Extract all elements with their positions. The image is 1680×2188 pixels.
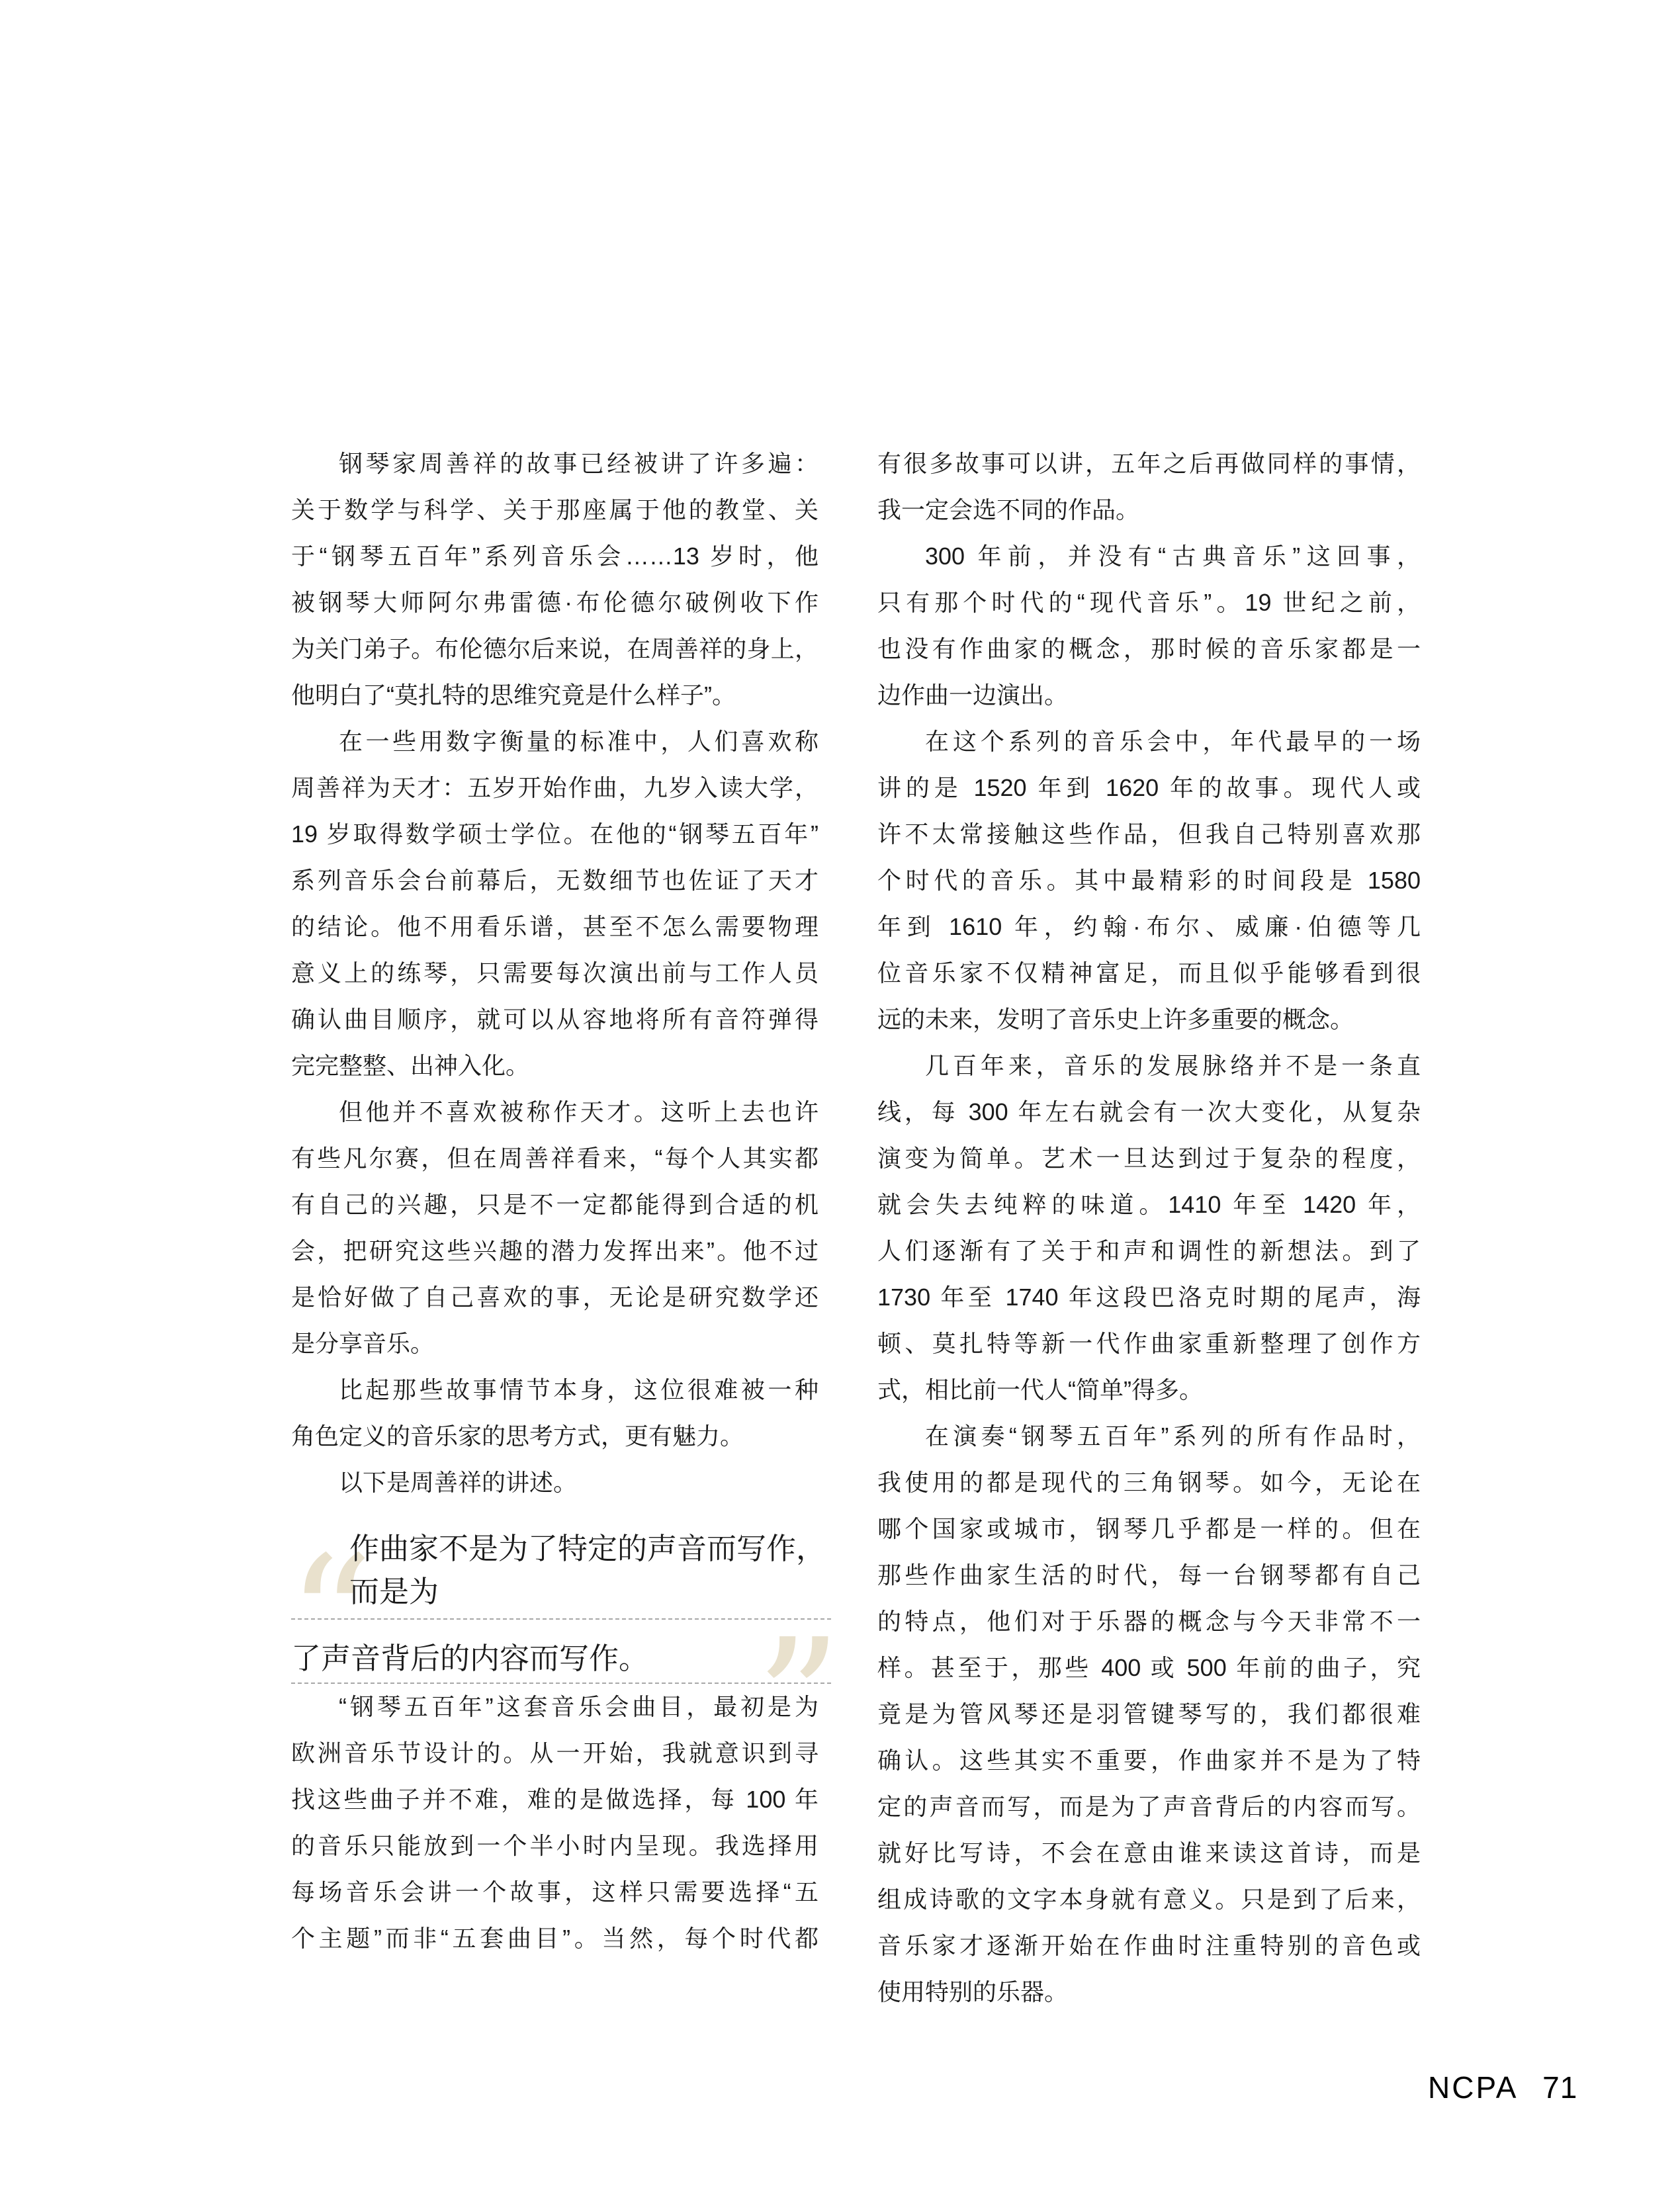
text-line: 他明白了“莫扎特的思维究竟是什么样子”。	[291, 681, 736, 709]
paragraph	[291, 441, 818, 719]
text-line: 钢琴家周善祥的故事已经被讲了许多遍：	[339, 450, 818, 477]
text-line: 线，每 300 年左右就会有一次大变化，从复杂	[877, 1098, 1421, 1125]
paragraph	[877, 441, 1421, 533]
text-line: 也没有作曲家的概念，那时候的音乐家都是一	[877, 635, 1421, 662]
page-footer	[1428, 2070, 1577, 2105]
text-line: 300 年前，并没有“古典音乐”这回事，	[925, 543, 1421, 570]
text-line: 许不太常接触这些作品，但我自己特别喜欢那	[877, 820, 1421, 848]
text-line: 式，相比前一代人“简单”得多。	[877, 1376, 1203, 1403]
text-line: 关于数学与科学、关于那座属于他的教堂、关	[291, 496, 818, 523]
text-line: 就会失去纯粹的味道。1410 年至 1420 年，	[877, 1191, 1421, 1218]
text-line: 为关门弟子。布伦德尔后来说，在周善祥的身上，	[291, 635, 818, 662]
text-line: “钢琴五百年”这套音乐会曲目，最初是为	[339, 1693, 818, 1720]
open-quote-icon: “	[287, 1520, 374, 1717]
text-line: 顿、莫扎特等新一代作曲家重新整理了创作方	[877, 1330, 1421, 1357]
text-line: 是恰好做了自己喜欢的事，无论是研究数学还	[291, 1284, 818, 1311]
text-line: 的结论。他不用看乐谱，甚至不怎么需要物理	[291, 913, 818, 940]
text-line: 讲的是 1520 年到 1620 年的故事。现代人或	[877, 774, 1421, 801]
text-line: 哪个国家或城市，钢琴几乎都是一样的。但在	[877, 1515, 1421, 1542]
text-line: 样。甚至于，那些 400 或 500 年前的曲子，究	[877, 1654, 1421, 1681]
magazine-name: NCPA	[1428, 2070, 1519, 2105]
text-line: 在这个系列的音乐会中，年代最早的一场	[925, 728, 1421, 755]
text-line: 19 岁取得数学硕士学位。在他的“钢琴五百年”	[291, 820, 818, 848]
text-line: 有些凡尔赛，但在周善祥看来，“每个人其实都	[291, 1145, 818, 1172]
paragraph	[291, 1367, 818, 1460]
text-line: 年到 1610 年，约翰·布尔、威廉·伯德等几	[877, 913, 1421, 940]
page-number: 71	[1542, 2070, 1578, 2105]
paragraph	[291, 719, 818, 1089]
text-line: 人们逐渐有了关于和声和调性的新想法。到了	[877, 1237, 1421, 1264]
text-line: 个主题”而非“五套曲目”。当然，每个时代都	[291, 1925, 818, 1952]
text-line: 演变为简单。艺术一旦达到过于复杂的程度，	[877, 1145, 1421, 1172]
paragraph	[877, 719, 1421, 1043]
text-line: 定的声音而写，而是为了声音背后的内容而写。	[877, 1793, 1421, 1820]
text-line: 我一定会选不同的作品。	[877, 496, 1140, 523]
text-line: 但他并不喜欢被称作天才。这听上去也许	[339, 1098, 818, 1125]
paragraph	[291, 1684, 818, 1962]
text-line: 完完整整、出神入化。	[291, 1052, 530, 1079]
text-line: 欧洲音乐节设计的。从一开始，我就意识到寻	[291, 1739, 818, 1767]
text-line: 被钢琴大师阿尔弗雷德·布伦德尔破例收下作	[291, 589, 818, 616]
paragraph	[877, 533, 1421, 719]
text-line: 边作曲一边演出。	[877, 681, 1069, 709]
text-line: 系列音乐会台前幕后，无数细节也佐证了天才	[291, 867, 818, 894]
text-line: 是分享音乐。	[291, 1330, 435, 1357]
text-line: 音乐家才逐渐开始在作曲时注重特别的音色或	[877, 1932, 1421, 1959]
text-line: 意义上的练琴，只需要每次演出前与工作人员	[291, 959, 818, 986]
text-line: 个时代的音乐。其中最精彩的时间段是 1580	[877, 867, 1421, 894]
paragraph	[877, 1043, 1421, 1413]
text-line: 那些作曲家生活的时代，每一台钢琴都有自己	[877, 1561, 1421, 1589]
text-line: 的音乐只能放到一个半小时内呈现。我选择用	[291, 1832, 818, 1859]
paragraph	[291, 1460, 818, 1506]
text-line: 位音乐家不仅精神富足，而且似乎能够看到很	[877, 959, 1421, 986]
text-line: 我使用的都是现代的三角钢琴。如今，无论在	[877, 1469, 1421, 1496]
text-line: 以下是周善祥的讲述。	[339, 1469, 578, 1496]
text-line: 只有那个时代的“现代音乐”。19 世纪之前，	[877, 589, 1421, 616]
text-line: 的特点，他们对于乐器的概念与今天非常不一	[877, 1608, 1421, 1635]
text-line: 在一些用数字衡量的标准中，人们喜欢称	[339, 728, 818, 755]
right-column	[877, 441, 1421, 2015]
text-line: 使用特别的乐器。	[877, 1978, 1069, 2005]
paragraph	[877, 1413, 1421, 2015]
text-line: 每场音乐会讲一个故事，这样只需要选择“五	[291, 1878, 818, 1905]
text-line: 组成诗歌的文字本身就有意义。只是到了后来，	[877, 1886, 1421, 1913]
text-line: 找这些曲子并不难，难的是做选择，每 100 年	[291, 1786, 818, 1813]
paragraph	[291, 1089, 818, 1367]
text-line: 比起那些故事情节本身，这位很难被一种	[339, 1376, 818, 1403]
close-quote-icon: ”	[755, 1603, 842, 1800]
quote-line: 作曲家不是为了特定的声音而写作，而是为	[291, 1552, 831, 1620]
text-line: 有自己的兴趣，只是不一定都能得到合适的机	[291, 1191, 818, 1218]
text-line: 角色定义的音乐家的思考方式，更有魅力。	[291, 1422, 744, 1450]
text-line: 1730 年至 1740 年这段巴洛克时期的尾声，海	[877, 1284, 1421, 1311]
text-line: 几百年来，音乐的发展脉络并不是一条直	[925, 1052, 1421, 1079]
text-line: 在演奏“钢琴五百年”系列的所有作品时，	[925, 1422, 1421, 1450]
text-line: 周善祥为天才：五岁开始作曲，九岁入读大学，	[291, 774, 818, 801]
text-line: 会，把研究这些兴趣的潜力发挥出来”。他不过	[291, 1237, 818, 1264]
text-line: 远的未来，发明了音乐史上许多重要的概念。	[877, 1006, 1354, 1033]
text-line: 就好比写诗，不会在意由谁来读这首诗，而是	[877, 1839, 1421, 1866]
text-line: 确认。这些其实不重要，作曲家并不是为了特	[877, 1747, 1421, 1774]
quote-line: 了声音背后的内容而写作。	[291, 1620, 831, 1684]
left-column	[287, 441, 842, 1962]
text-line: 竟是为管风琴还是羽管键琴写的，我们都很难	[877, 1700, 1421, 1728]
text-line: 有很多故事可以讲，五年之后再做同样的事情，	[877, 450, 1421, 477]
text-line: 确认曲目顺序，就可以从容地将所有音符弹得	[291, 1006, 818, 1033]
text-line: 于“钢琴五百年”系列音乐会……13 岁时，他	[291, 543, 818, 570]
